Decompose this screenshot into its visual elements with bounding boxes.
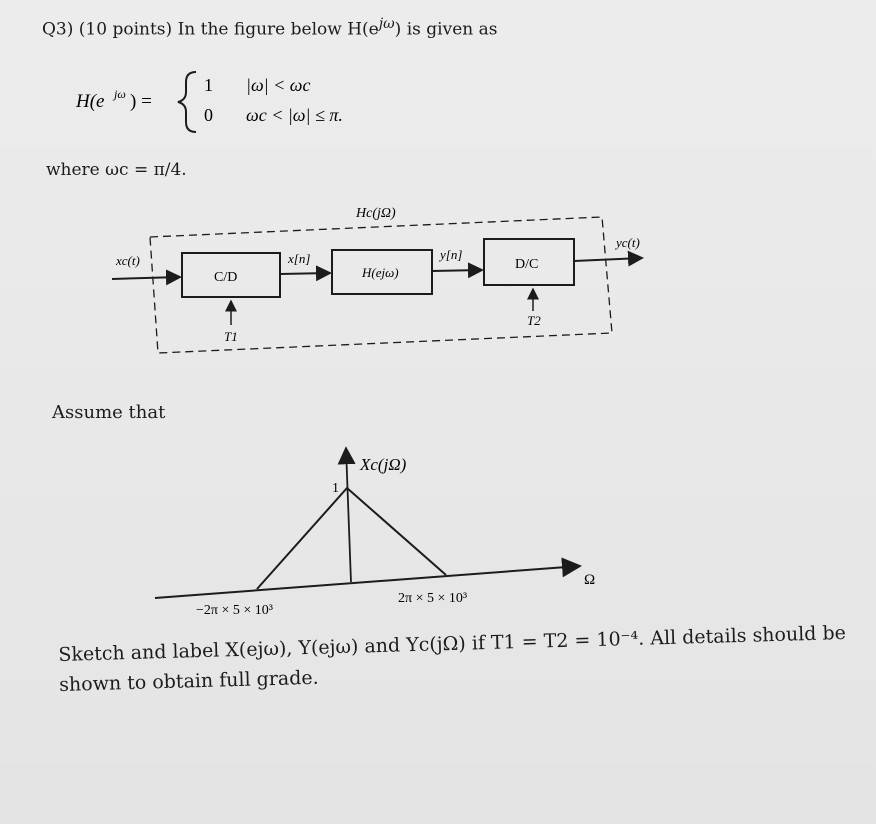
right-tick-label: 2π × 5 × 10³ bbox=[398, 591, 468, 606]
question-intro-end: ) is given as bbox=[394, 19, 498, 40]
equation-lhs-sup: jω bbox=[114, 87, 126, 101]
input-arrow bbox=[112, 277, 180, 279]
t1-label: T1 bbox=[224, 329, 238, 344]
question-intro: In the figure below H(e bbox=[177, 19, 379, 40]
task-instructions: Sketch and label X(ejω), Y(ejω) and Yc(jΩ) if T1 = T2 = 10⁻⁴. All details should be shown to obtain full grade. bbox=[58, 622, 847, 696]
omega-axis bbox=[155, 566, 580, 598]
question-points: (10 points) bbox=[78, 19, 173, 40]
block-diagram bbox=[0, 195, 876, 365]
xn-arrow bbox=[280, 273, 330, 274]
dc-converter-label: D/C bbox=[515, 257, 539, 272]
case1-value: 1 bbox=[204, 75, 213, 95]
magnitude-axis bbox=[346, 448, 351, 582]
yn-label: y[n] bbox=[440, 247, 463, 262]
case2-value: 0 bbox=[204, 105, 213, 125]
yn-arrow bbox=[432, 270, 482, 271]
left-tick-label: −2π × 5 × 10³ bbox=[196, 603, 273, 618]
equation-lhs: H(e bbox=[76, 91, 105, 112]
xn-label: x[n] bbox=[288, 251, 311, 266]
equation-lhs-end: ) = bbox=[130, 91, 152, 112]
spectrum-title: Xc(jΩ) bbox=[360, 455, 407, 474]
left-brace bbox=[178, 72, 196, 132]
cutoff-definition: where ωc = π/4. bbox=[46, 160, 187, 180]
output-arrow bbox=[574, 258, 642, 261]
input-signal-label: xc(t) bbox=[116, 253, 140, 268]
overall-system-label: Hc(jΩ) bbox=[356, 206, 396, 221]
cd-converter-label: C/D bbox=[214, 270, 238, 285]
case2-condition: ωc < |ω| ≤ π. bbox=[246, 105, 343, 125]
case1-condition: |ω| < ωc bbox=[246, 75, 311, 95]
output-signal-label: yc(t) bbox=[616, 235, 640, 250]
discrete-filter-label: H(ejω) bbox=[362, 265, 399, 280]
input-spectrum-plot bbox=[0, 440, 876, 630]
question-number: Q3) bbox=[42, 19, 74, 40]
omega-axis-label: Ω bbox=[584, 572, 596, 588]
assume-heading: Assume that bbox=[52, 402, 166, 423]
peak-label: 1 bbox=[332, 481, 339, 496]
frequency-response-equation bbox=[0, 60, 460, 140]
t2-label: T2 bbox=[527, 313, 541, 328]
question-intro-sup: jω bbox=[378, 16, 395, 32]
question-header bbox=[42, 16, 497, 40]
